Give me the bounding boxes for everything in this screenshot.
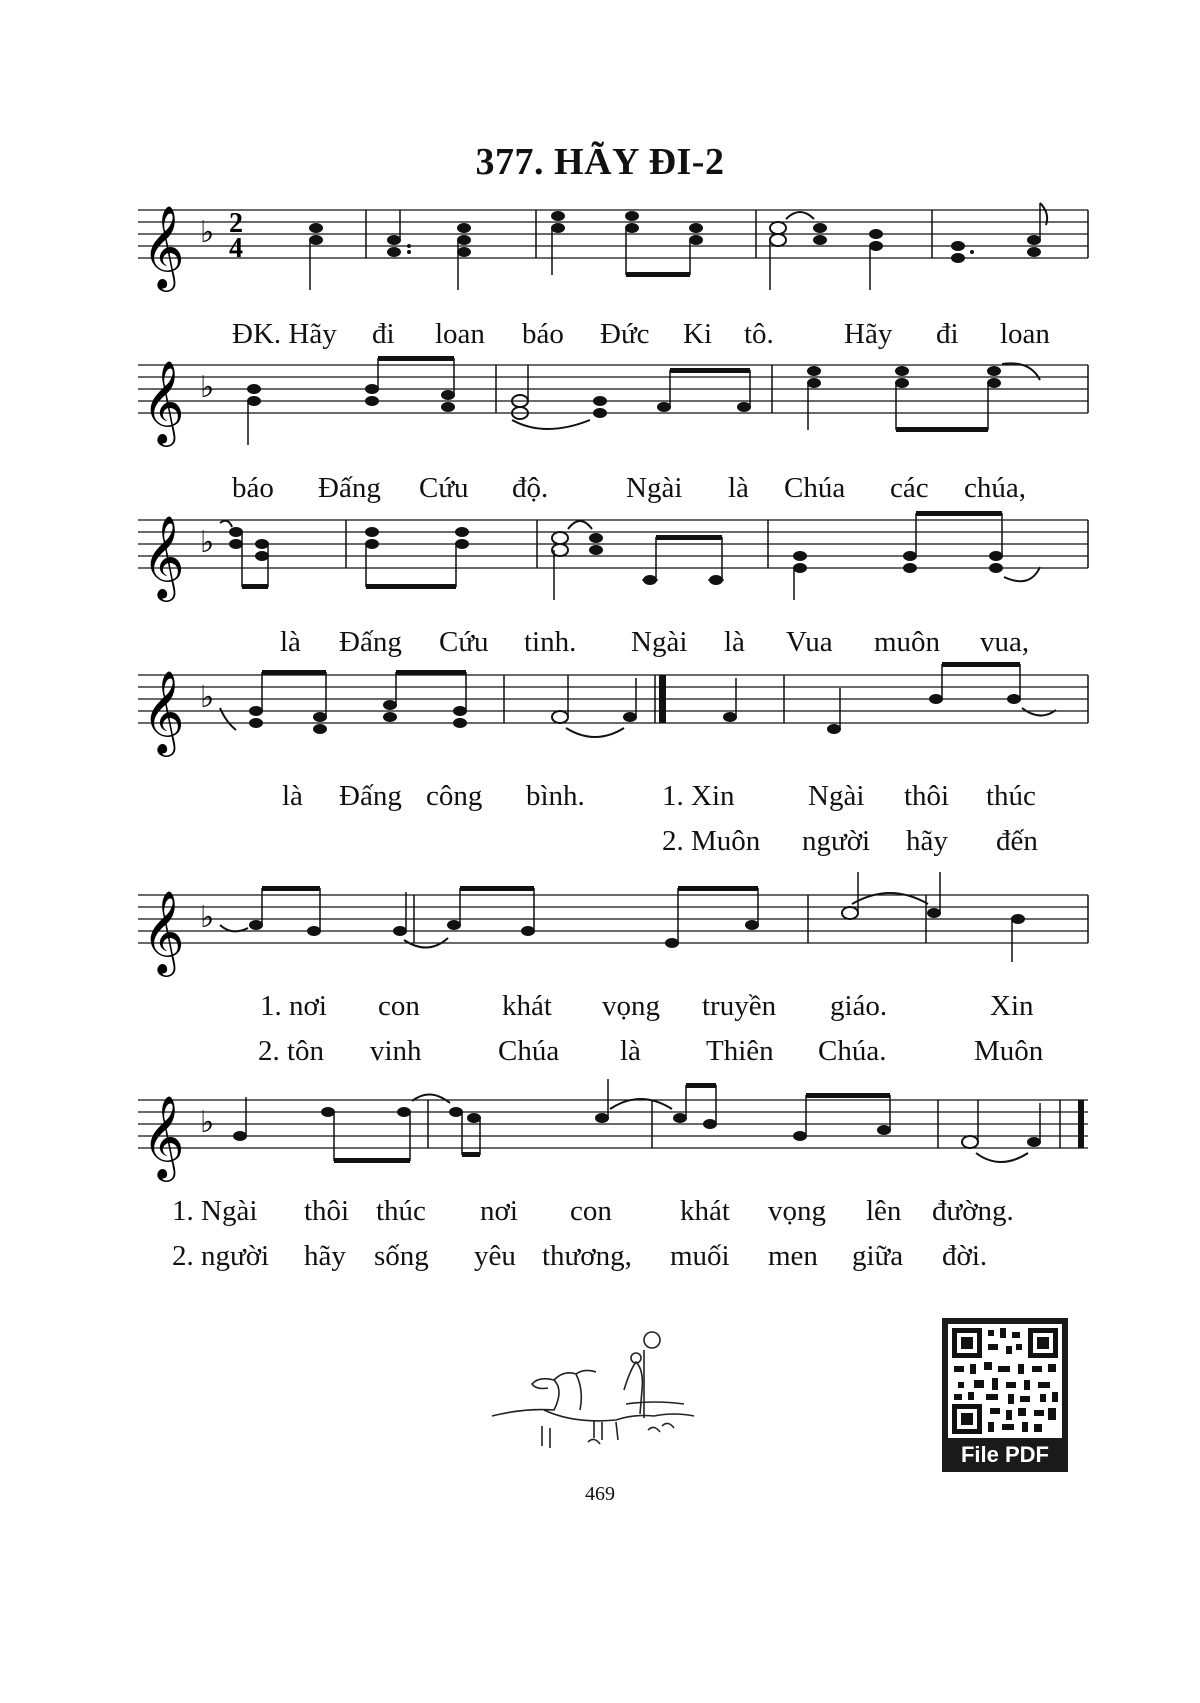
lyric-syllable: muôn: [874, 626, 941, 658]
lyric-syllable: nơi: [480, 1195, 518, 1227]
lyric-syllable: bình.: [526, 780, 585, 812]
lyric-syllable: đi: [372, 318, 395, 350]
lyric-syllable: Ngài: [808, 780, 865, 812]
lyric-syllable: Chúa.: [818, 1035, 887, 1067]
staff-1: [0, 195, 1200, 315]
lyric-syllable: yêu: [474, 1240, 516, 1272]
lyric-syllable: thôi: [904, 780, 950, 812]
lyric-syllable: muối: [670, 1240, 730, 1272]
lyric-syllable: ĐK. Hãy: [232, 318, 337, 350]
lyric-syllable: công: [426, 780, 483, 812]
lyric-syllable: con: [378, 990, 420, 1022]
qr-code-icon: [948, 1324, 1062, 1438]
lyric-syllable: 1. Xin: [662, 780, 735, 812]
lyric-syllable: là: [280, 626, 301, 658]
lyrics-system-5-verse-1: [0, 990, 1200, 1030]
treble-clef-icon: 𝄞: [142, 359, 185, 443]
treble-clef-icon: 𝄞: [142, 1094, 185, 1178]
lyric-syllable: thôi: [304, 1195, 350, 1227]
song-title: 377. HÃY ĐI-2: [475, 141, 725, 183]
flat-sign-icon: ♭: [200, 900, 215, 935]
qr-code-badge[interactable]: [942, 1318, 1068, 1472]
staff-system-6: [0, 1085, 1200, 1205]
lyric-syllable: vọng: [768, 1195, 826, 1227]
staff-2: [0, 350, 1200, 470]
lyric-syllable: giữa: [852, 1240, 904, 1272]
lyric-syllable: là: [620, 1035, 641, 1067]
lyric-syllable: khát: [680, 1195, 730, 1227]
lyric-syllable: tô.: [744, 318, 774, 350]
lyric-syllable: vua,: [980, 626, 1030, 658]
lyric-syllable: thúc: [376, 1195, 426, 1227]
lyric-syllable: con: [570, 1195, 612, 1227]
lyric-syllable: loan: [1000, 318, 1050, 350]
lyric-syllable: vọng: [602, 990, 660, 1022]
lyric-syllable: Chúa: [784, 472, 846, 504]
sheep-shepherd-illustration: [484, 1330, 704, 1460]
staff-system-4: [0, 660, 1200, 780]
staff-system-1: [0, 195, 1200, 315]
time-sig-top: 2: [229, 208, 243, 239]
treble-clef-icon: 𝄞: [142, 204, 185, 288]
lyric-syllable: đến: [996, 825, 1038, 857]
lyric-syllable: khát: [502, 990, 552, 1022]
staff-system-5: [0, 880, 1200, 1000]
lyrics-system-4-verse-2: [0, 825, 1200, 865]
lyric-syllable: đường.: [932, 1195, 1014, 1227]
final-bar-icon: [1078, 1100, 1084, 1148]
lyric-syllable: Ki: [683, 318, 712, 350]
lyric-syllable: Hãy: [844, 318, 893, 350]
lyric-syllable: giáo.: [830, 990, 888, 1022]
double-bar-icon: [659, 675, 666, 723]
lyric-syllable: Xin: [990, 990, 1034, 1022]
lyric-syllable: sống: [374, 1240, 429, 1272]
lyrics-system-5-verse-2: [0, 1035, 1200, 1075]
lyric-syllable: các: [890, 472, 929, 504]
lyric-syllable: đời.: [942, 1240, 988, 1272]
lyric-syllable: hãy: [304, 1240, 346, 1272]
lyric-syllable: là: [728, 472, 749, 504]
staff-system-2: [0, 350, 1200, 470]
lyric-syllable: báo: [522, 318, 564, 350]
lyric-syllable: Đấng: [339, 626, 402, 658]
lyric-syllable: Cứu: [419, 472, 469, 504]
lyrics-system-6-verse-2: [0, 1240, 1200, 1280]
lyric-syllable: tinh.: [524, 626, 577, 658]
flat-sign-icon: ♭: [200, 1105, 215, 1140]
lyric-syllable: Muôn: [974, 1035, 1044, 1067]
lyric-syllable: đi: [936, 318, 959, 350]
flat-sign-icon: ♭: [200, 525, 215, 560]
flat-sign-icon: ♭: [200, 215, 215, 250]
lyric-syllable: hãy: [906, 825, 948, 857]
lyric-syllable: loan: [435, 318, 485, 350]
lyrics-system-6-verse-1: [0, 1195, 1200, 1235]
treble-clef-icon: 𝄞: [142, 889, 185, 973]
lyrics-system-4: [0, 780, 1200, 820]
lyric-syllable: vinh: [370, 1035, 422, 1067]
lyric-syllable: truyền: [702, 990, 777, 1022]
lyric-syllable: 1. Ngài: [172, 1195, 258, 1227]
lyric-syllable: Đấng: [339, 780, 402, 812]
staff-system-3: [0, 505, 1200, 625]
notes-system-6: [233, 1079, 1041, 1163]
treble-clef-icon: 𝄞: [142, 514, 185, 598]
page-number: 469: [585, 1483, 615, 1505]
lyric-syllable: thúc: [986, 780, 1036, 812]
lyric-syllable: lên: [866, 1195, 902, 1227]
flat-sign-icon: ♭: [200, 680, 215, 715]
qr-caption: File PDF: [960, 1442, 1049, 1467]
lyric-syllable: Ngài: [631, 626, 688, 658]
lyric-syllable: 2. Muôn: [662, 825, 761, 857]
lyric-syllable: độ.: [512, 472, 549, 504]
lyric-syllable: Ngài: [626, 472, 683, 504]
staff-3: [0, 505, 1200, 625]
lyric-syllable: Cứu: [439, 626, 489, 658]
lyric-syllable: Vua: [786, 626, 833, 658]
lyric-syllable: Chúa: [498, 1035, 560, 1067]
notes-system-5: [249, 872, 1025, 962]
staff-5: [0, 880, 1200, 1000]
lyric-syllable: là: [282, 780, 303, 812]
lyric-syllable: là: [724, 626, 745, 658]
treble-clef-icon: 𝄞: [142, 669, 185, 753]
staff-6: [0, 1085, 1200, 1205]
lyric-syllable: Thiên: [706, 1035, 774, 1067]
lyric-syllable: báo: [232, 472, 274, 504]
lyric-syllable: Đức: [600, 318, 650, 350]
lyric-syllable: người: [802, 825, 871, 857]
flat-sign-icon: ♭: [200, 370, 215, 405]
lyric-syllable: thương,: [542, 1240, 632, 1272]
lyric-syllable: 2. người: [172, 1240, 270, 1272]
lyric-syllable: 1. nơi: [260, 990, 327, 1022]
staff-4: [0, 660, 1200, 780]
lyric-syllable: Đấng: [318, 472, 381, 504]
lyric-syllable: men: [768, 1240, 818, 1272]
lyric-syllable: 2. tôn: [258, 1035, 325, 1067]
time-sig-bottom: 4: [229, 233, 243, 264]
lyric-syllable: chúa,: [964, 472, 1026, 504]
